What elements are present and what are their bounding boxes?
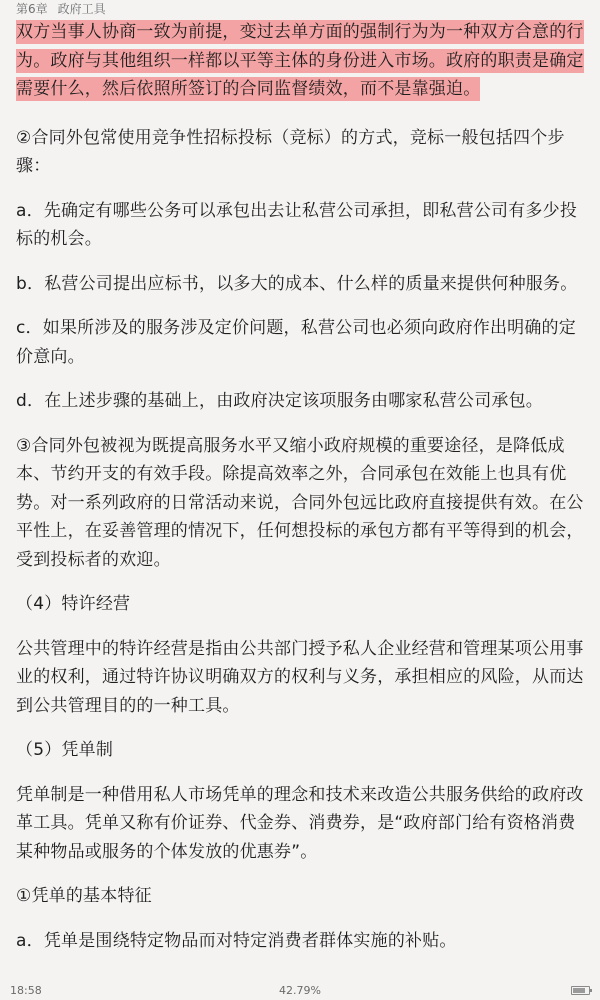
status-footer <box>0 982 600 1000</box>
paragraph[interactable]: c．如果所涉及的服务涉及定价问题，私营公司也必须向政府作出明确的定价意向。 <box>16 318 576 367</box>
chapter-number: 第6章 <box>16 2 48 16</box>
page-content[interactable] <box>16 18 586 971</box>
paragraph[interactable]: ②合同外包常使用竞争性招标投标（竞标）的方式，竞标一般包括四个步骤： <box>16 127 565 176</box>
paragraph[interactable]: d．在上述步骤的基础上，由政府决定该项服务由哪家私营公司承包。 <box>16 391 543 411</box>
paragraph[interactable]: ③合同外包被视为既提高服务水平又缩小政府规模的重要途径，是降低成本、节约开支的有效手段。除提高效率之外，合同承包在效能上也具有优势。对一系列政府的日常活动来说，合同外包远比政府直接提供有效。在公平性上，在妥善管理的情况下，任何想投标的承包方都有平等得到的机会，受到投标者的欢迎。 <box>16 435 584 570</box>
paragraph[interactable]: a．先确定有哪些公务可以承包出去让私营公司承担，即私营公司有多少投标的机会。 <box>16 200 578 249</box>
paragraph[interactable]: 凭单制是一种借用私人市场凭单的理念和技术来改造公共服务供给的政府改革工具。凭单又称有价证券、代金券、消费券，是“政府部门给有资格消费某种物品或服务的个体发放的优惠券”。 <box>16 784 584 862</box>
paragraph[interactable]: b．私营公司提出应标书，以多大的成本、什么样的质量来提供何种服务。 <box>16 273 578 294</box>
text-highlight[interactable]: 双方当事人协商一致为前提，变过去单方面的强制行为为一种双方合意的行为。政府与其他组织一样都以平等主体的身份进入市场。政府的职责是确定需要什么，然后依照所签订的合同监督绩效，而不是靠强迫。 <box>16 22 584 99</box>
section-heading[interactable]: （4）特许经营 <box>16 594 131 614</box>
page-header <box>16 1 106 17</box>
clock-time: 18:58 <box>10 984 42 997</box>
battery-icon <box>571 986 590 995</box>
reading-progress: 42.79% <box>279 984 321 997</box>
paragraph-highlighted[interactable] <box>16 18 586 104</box>
paragraph[interactable]: 公共管理中的特许经营是指由公共部门授予私人企业经营和管理某项公用事业的权利，通过特许协议明确双方的权利与义务，承担相应的风险，从而达到公共管理目的的一种工具。 <box>16 638 584 716</box>
chapter-title: 政府工具 <box>57 2 106 16</box>
paragraph[interactable]: a．凭单是围绕特定物品而对特定消费者群体实施的补贴。 <box>16 930 457 951</box>
section-heading[interactable]: （5）凭单制 <box>16 740 114 760</box>
subsection-heading[interactable]: ①凭单的基本特征 <box>16 886 152 906</box>
battery-level <box>573 988 585 993</box>
